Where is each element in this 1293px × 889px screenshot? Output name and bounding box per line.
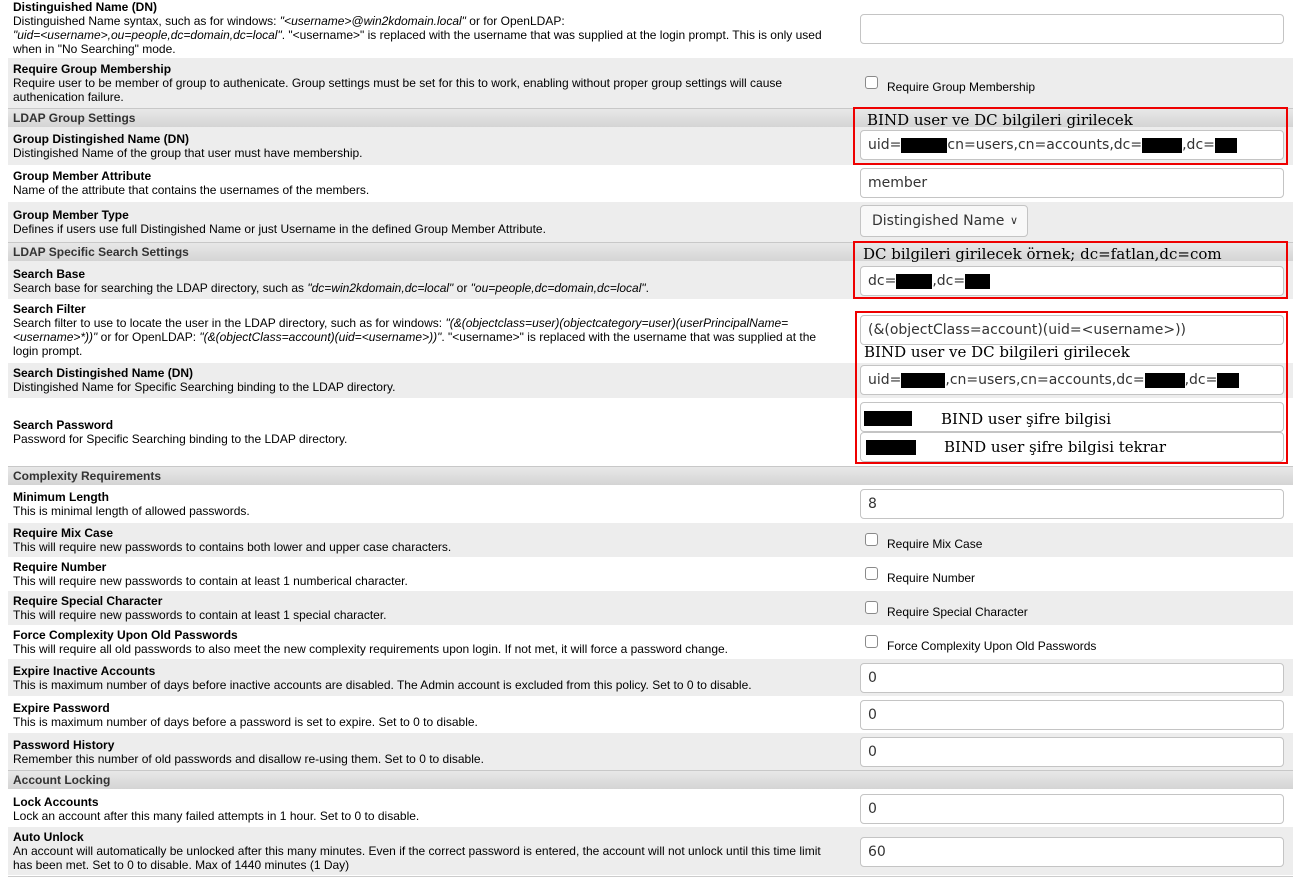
dn-input[interactable] bbox=[860, 14, 1284, 44]
search-base-value-part: ,dc= bbox=[932, 273, 966, 289]
req-special-desc: This will require new passwords to contain at least 1 special character. bbox=[13, 608, 387, 622]
annotation-bind-password: BIND user şifre bilgisi bbox=[941, 410, 1111, 428]
lock-accounts-input[interactable]: 0 bbox=[860, 794, 1284, 824]
expire-password-label bbox=[13, 701, 843, 729]
search-filter-example-windows: "(&(objectclass=user)(objectcategory=user)(userPrincipalName=<username>*))" bbox=[13, 316, 789, 344]
mix-case-row bbox=[8, 523, 1293, 557]
section-locking-title: Account Locking bbox=[13, 773, 111, 787]
expire-password-row bbox=[8, 696, 1293, 733]
require-group-checkbox-label[interactable]: Require Group Membership bbox=[887, 80, 1036, 94]
group-member-type-select[interactable] bbox=[860, 205, 1028, 237]
dn-desc: Distinguished Name syntax, such as for windows: bbox=[13, 14, 280, 28]
search-filter-input[interactable]: (&(objectClass=account)(uid=<username>)) bbox=[860, 315, 1284, 345]
auto-unlock-label bbox=[13, 830, 843, 872]
search-base-example-1: "dc=win2kdomain,dc=local" bbox=[307, 281, 454, 295]
dn-desc-2: or for OpenLDAP: bbox=[465, 14, 565, 28]
group-dn-value-part: ,dc= bbox=[1182, 137, 1215, 153]
search-filter-desc-2: or for OpenLDAP: bbox=[97, 330, 200, 344]
group-member-attr-row bbox=[8, 165, 1293, 202]
section-complexity-title: Complexity Requirements bbox=[13, 469, 162, 483]
group-member-type-label bbox=[13, 208, 843, 236]
dn-example-windows: "<username>@win2kdomain.local" bbox=[279, 14, 466, 28]
auto-unlock-row bbox=[8, 827, 1293, 875]
search-filter-title: Search Filter bbox=[13, 302, 86, 316]
req-special-checkbox[interactable] bbox=[865, 601, 878, 614]
require-group-row bbox=[8, 58, 1293, 108]
group-member-type-row bbox=[8, 202, 1293, 242]
section-complexity bbox=[8, 466, 1293, 485]
group-dn-label bbox=[13, 132, 843, 160]
expire-password-input[interactable]: 0 bbox=[860, 700, 1284, 730]
req-special-title: Require Special Character bbox=[13, 594, 163, 608]
annotation-bind-password-repeat: BIND user şifre bilgisi tekrar bbox=[944, 438, 1167, 456]
req-number-desc: This will require new passwords to contain at least 1 numberical character. bbox=[13, 574, 408, 588]
annotation-dc-example: DC bilgileri girilecek örnek; dc=fatlan,dc=com bbox=[863, 245, 1222, 263]
mix-case-desc: This will require new passwords to contains both lower and upper case characters. bbox=[13, 540, 452, 554]
req-number-title: Require Number bbox=[13, 560, 107, 574]
search-filter-example-openldap: "(&(objectClass=account)(uid=<username>))" bbox=[199, 330, 442, 344]
password-history-row bbox=[8, 733, 1293, 770]
dn-title: Distinguished Name (DN) bbox=[13, 0, 158, 14]
search-filter-desc: Search filter to use to locate the user in the LDAP directory, such as for windows: bbox=[13, 316, 446, 330]
req-number-checkbox[interactable] bbox=[865, 567, 878, 580]
min-length-label bbox=[13, 490, 843, 518]
annotation-bind-info-2: BIND user ve DC bilgileri girilecek bbox=[864, 343, 1130, 361]
search-filter-label bbox=[13, 302, 843, 358]
expire-password-desc: This is maximum number of days before a password is set to expire. Set to 0 to disable. bbox=[13, 715, 478, 729]
force-complexity-checkbox[interactable] bbox=[865, 635, 878, 648]
search-base-desc-2: or bbox=[453, 281, 471, 295]
req-special-row bbox=[8, 591, 1293, 625]
search-base-label bbox=[13, 267, 843, 295]
search-base-value-part: dc= bbox=[868, 273, 897, 289]
req-number-checkbox-label[interactable]: Require Number bbox=[887, 571, 976, 585]
section-ldap-group-title: LDAP Group Settings bbox=[13, 111, 136, 125]
annotation-bind-info: BIND user ve DC bilgileri girilecek bbox=[867, 111, 1133, 129]
search-base-example-2: "ou=people,dc=domain,dc=local" bbox=[470, 281, 646, 295]
search-dn-title: Search Distingished Name (DN) bbox=[13, 366, 194, 380]
expire-inactive-desc: This is maximum number of days before inactive accounts are disabled. The Admin account is excluded from this policy. Set to 0 to disable. bbox=[13, 678, 752, 692]
auto-unlock-input[interactable]: 60 bbox=[860, 837, 1284, 867]
force-complexity-label bbox=[13, 628, 843, 656]
search-dn-value-part: ,dc= bbox=[1184, 372, 1218, 388]
lock-accounts-title: Lock Accounts bbox=[13, 795, 99, 809]
search-base-desc: Search base for searching the LDAP directory, such as bbox=[13, 281, 308, 295]
section-locking bbox=[8, 770, 1293, 789]
chevron-down-icon: ∨ bbox=[1009, 214, 1018, 227]
group-member-type-selected: Distingished Name bbox=[872, 213, 1005, 229]
min-length-title: Minimum Length bbox=[13, 490, 109, 504]
search-dn-value-part: uid= bbox=[868, 372, 902, 388]
redaction-block bbox=[866, 440, 916, 455]
search-base-desc-3: . bbox=[645, 281, 649, 295]
expire-inactive-label bbox=[13, 664, 843, 692]
group-dn-value-part: uid= bbox=[868, 137, 902, 153]
min-length-desc: This is minimal length of allowed passwords. bbox=[13, 504, 250, 518]
search-filter-desc-3: . "<username>" is replaced with the username that was supplied at the login prompt. bbox=[13, 330, 817, 358]
min-length-row bbox=[8, 485, 1293, 523]
req-special-label bbox=[13, 594, 843, 622]
req-special-checkbox-label[interactable]: Require Special Character bbox=[887, 605, 1028, 619]
group-member-attr-input[interactable]: member bbox=[860, 168, 1284, 198]
auto-unlock-title: Auto Unlock bbox=[13, 830, 84, 844]
dn-example-openldap: "uid=<username>,ou=people,dc=domain,dc=local" bbox=[13, 28, 282, 42]
group-dn-value-part: cn=users,cn=accounts,dc= bbox=[947, 137, 1143, 153]
mix-case-checkbox-label[interactable]: Require Mix Case bbox=[887, 537, 983, 551]
expire-inactive-input[interactable]: 0 bbox=[860, 663, 1284, 693]
min-length-input[interactable]: 8 bbox=[860, 489, 1284, 519]
search-password-label bbox=[13, 418, 843, 446]
expire-inactive-row bbox=[8, 659, 1293, 696]
require-group-title: Require Group Membership bbox=[13, 62, 172, 76]
search-password-desc: Password for Specific Searching binding to the LDAP directory. bbox=[13, 432, 348, 446]
dn-row bbox=[8, 0, 1293, 58]
lock-accounts-desc: Lock an account after this many failed attempts in 1 hour. Set to 0 to disable. bbox=[13, 809, 420, 823]
force-complexity-desc: This will require all old passwords to also meet the new complexity requirements upon login. If not met, it will force a password change. bbox=[13, 642, 729, 656]
require-group-label bbox=[13, 62, 843, 104]
page-bottom-border bbox=[8, 876, 1293, 877]
dn-desc-3: . "<username>" is replaced with the username that was supplied at the login prompt. This is only used when in "No Searching" mode. bbox=[13, 28, 822, 56]
search-base-title: Search Base bbox=[13, 267, 86, 281]
group-member-attr-desc: Name of the attribute that contains the usernames of the members. bbox=[13, 183, 370, 197]
search-password-title: Search Password bbox=[13, 418, 114, 432]
password-history-title: Password History bbox=[13, 738, 115, 752]
lock-accounts-label bbox=[13, 795, 843, 823]
search-dn-value-part: ,cn=users,cn=accounts,dc= bbox=[945, 372, 1145, 388]
redaction-block bbox=[864, 411, 912, 426]
force-complexity-title: Force Complexity Upon Old Passwords bbox=[13, 628, 238, 642]
search-dn-label bbox=[13, 366, 843, 394]
req-number-label bbox=[13, 560, 843, 588]
group-member-attr-title: Group Member Attribute bbox=[13, 169, 152, 183]
group-member-type-desc: Defines if users use full Distingished Name or just Username in the defined Group Member Attribute. bbox=[13, 222, 546, 236]
group-member-type-title: Group Member Type bbox=[13, 208, 129, 222]
section-ldap-search-title: LDAP Specific Search Settings bbox=[13, 245, 189, 259]
search-dn-desc: Distingished Name for Specific Searching binding to the LDAP directory. bbox=[13, 380, 396, 394]
group-dn-title: Group Distingished Name (DN) bbox=[13, 132, 190, 146]
password-history-input[interactable]: 0 bbox=[860, 737, 1284, 767]
require-group-checkbox[interactable] bbox=[865, 76, 878, 89]
require-group-desc: Require user to be member of group to authenicate. Group settings must be set for this to work, enabling without proper group settings will cause authenication failure. bbox=[13, 76, 783, 104]
req-number-row bbox=[8, 557, 1293, 591]
dn-label bbox=[13, 0, 843, 56]
group-dn-desc: Distingished Name of the group that user must have membership. bbox=[13, 146, 363, 160]
lock-accounts-row bbox=[8, 789, 1293, 827]
expire-password-title: Expire Password bbox=[13, 701, 110, 715]
password-history-desc: Remember this number of old passwords and disallow re-using them. Set to 0 to disable. bbox=[13, 752, 484, 766]
mix-case-title: Require Mix Case bbox=[13, 526, 114, 540]
mix-case-checkbox[interactable] bbox=[865, 533, 878, 546]
expire-inactive-title: Expire Inactive Accounts bbox=[13, 664, 156, 678]
force-complexity-checkbox-label[interactable]: Force Complexity Upon Old Passwords bbox=[887, 639, 1097, 653]
auto-unlock-desc: An account will automatically be unlocked after this many minutes. Even if the correct password is entered, the account will not unlock until this time limit has been met. Set to 0 to disable. Max of 1440 minutes (1 Day) bbox=[13, 844, 821, 872]
group-member-attr-label bbox=[13, 169, 843, 197]
mix-case-label bbox=[13, 526, 843, 554]
force-complexity-row bbox=[8, 625, 1293, 659]
password-history-label bbox=[13, 738, 843, 766]
